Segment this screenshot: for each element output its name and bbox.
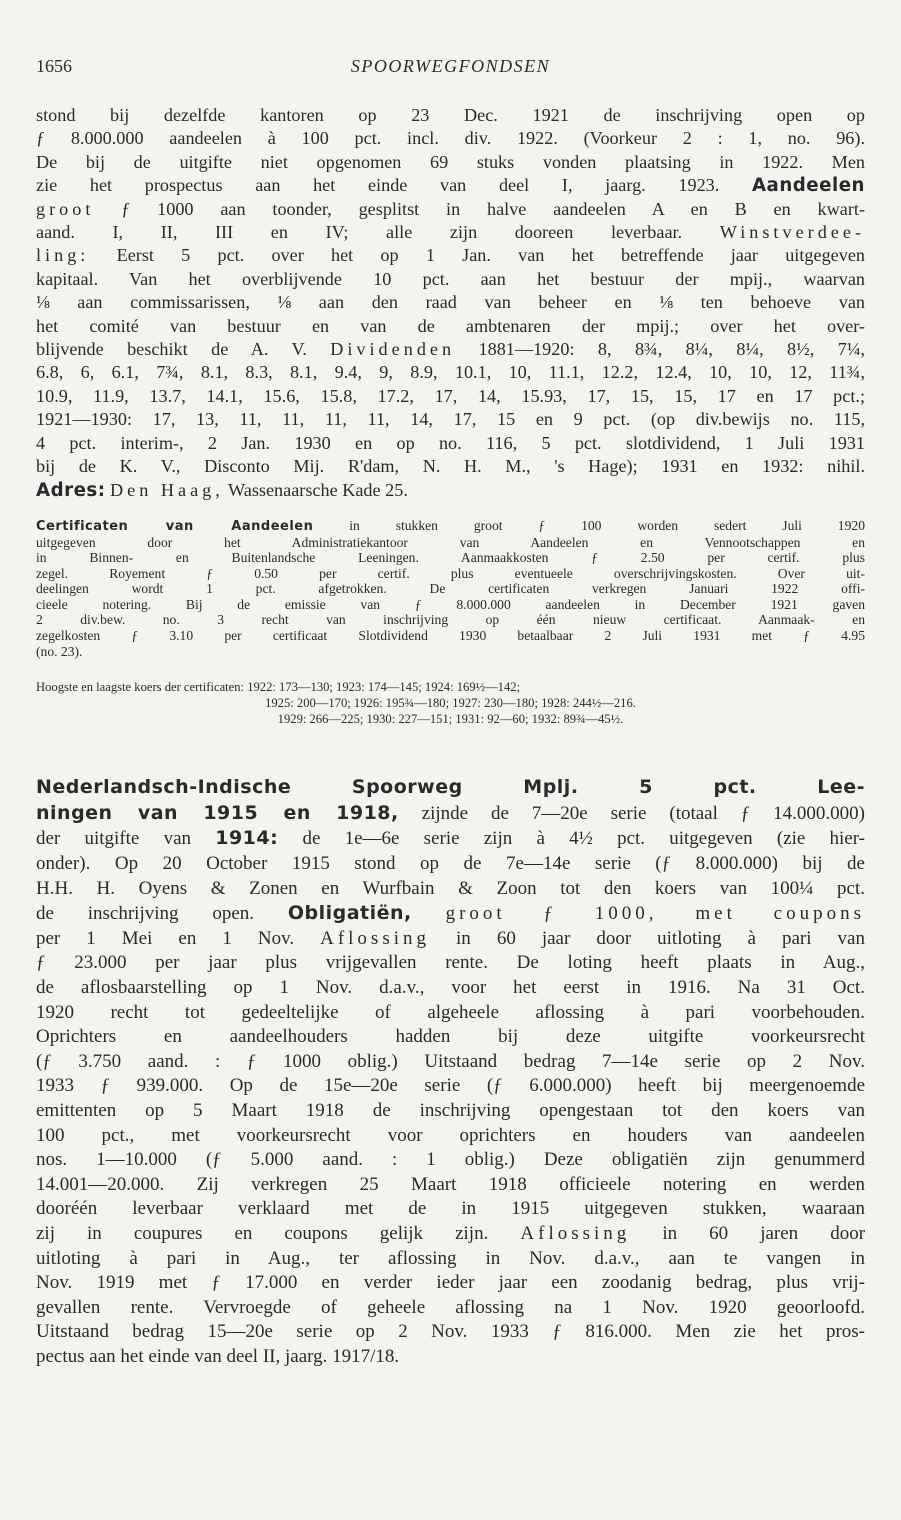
text-line: ƒ 23.000 per jaar plus vrijgevallen rente. De loting heeft plaats in Aug.,	[36, 952, 865, 974]
quote-line: Hoogste en laagste koers der certificaten: 1922: 173—130; 1923: 174—145; 1924: 169½—142;	[36, 680, 521, 695]
text-line: nos. 1—10.000 (ƒ 5.000 aand. : 1 oblig.) Deze obligatiën zijn genummerd	[36, 1149, 865, 1171]
text-line: het comité van bestuur en van de ambtenaren der mpij.; over het over-	[36, 315, 865, 336]
text-line: Nov. 1919 met ƒ 17.000 en verder ieder jaar een zoodanig bedrag, plus vrij-	[36, 1272, 865, 1294]
text-line: zegel. Royement ƒ 0.50 per certif. plus eventueele overschrijvingskosten. Over uit-	[36, 565, 865, 581]
text-line: dooréén leverbaar verklaard met de in 1915 uitgegeven stukken, waaraan	[36, 1198, 865, 1220]
text-line: 1920 recht tot gedeeltelijke of algeheele aflossing à pari voorbehouden.	[36, 1001, 865, 1023]
text-line: uitgegeven door het Administratiekantoor van Aandeelen en Vennootschappen en	[36, 534, 865, 550]
text-line	[36, 775, 865, 801]
text-line: de aflosbaarstelling op 1 Nov. d.a.v., voor het eerst in 1916. Na 31 Oct.	[36, 977, 865, 998]
text-line: De bij de uitgifte niet opgenomen 69 stuks vonden plaatsing in 1922. Men	[36, 151, 865, 172]
running-title: SPOORWEGFONDSEN	[350, 56, 551, 76]
text-line: H.H. H. Oyens & Zonen en Wurfbain & Zoon tot den koers van 100¼ pct.	[36, 877, 865, 899]
paragraph-shares	[36, 104, 865, 502]
text-line: emittenten op 5 Maart 1918 de inschrijving opengestaan tot den koers van	[36, 1099, 865, 1121]
text-line: ƒ 8.000.000 aandeelen à 100 pct. incl. div. 1922. (Voorkeur 2 : 1, no. 96).	[36, 128, 865, 149]
text-line: ling: Eerst 5 pct. over het op 1 Jan. van het betreffende jaar uitgegeven	[36, 245, 865, 266]
text-line: in Binnen- en Buitenlandsche Leeningen. Aanmaakkosten ƒ 2.50 per certif. plus	[36, 550, 865, 566]
quote-line: 1925: 200—170; 1926: 195¾—180; 1927: 230—180; 1928: 244½—216.	[265, 696, 636, 711]
text-line: 6.8, 6, 6.1, 7¾, 8.1, 8.3, 8.1, 9.4, 9, 8.9, 10.1, 10, 11.1, 12.2, 12.4, 10, 10, 12, 11¾,	[36, 362, 865, 383]
text-line: deelingen wordt 1 pct. afgetrokken. De certificaten verkregen Januari 1922 offi-	[36, 581, 865, 597]
text-line: ⅛ aan commissarissen, ⅛ aan den raad van beheer en ⅛ ten behoeve van	[36, 292, 865, 313]
page-header	[36, 56, 865, 92]
text-line: ningen van 1915 en 1918, zijnde de 7—20e serie (totaal ƒ 14.000.000)	[36, 801, 866, 824]
paragraph-certificates	[36, 518, 865, 659]
text-line: Oprichters en aandeelhouders hadden bij deze uitgifte voorkeursrecht	[36, 1026, 865, 1048]
text-line: 1921—1930: 17, 13, 11, 11, 11, 11, 14, 17, 15 en 9 pct. (op div.bewijs no. 115,	[36, 409, 865, 430]
text-line: zegelkosten ƒ 3.10 per certificaat Slotdividend 1930 betaalbaar 2 Juli 1931 met ƒ 4.95	[36, 628, 865, 644]
text-line: aand. I, II, III en IV; alle zijn dooreen leverbaar. Winstverdee-	[36, 222, 865, 243]
address-line: Adres: Den Haag, Wassenaarsche Kade 25.	[36, 479, 408, 501]
text-line: (no. 23).	[36, 643, 83, 659]
text-line: 2 div.bew. no. 3 recht van inschrijving op één nieuw certificaat. Aanmaak- en	[36, 612, 865, 628]
text-line: gevallen rente. Vervroegde of geheele aflossing na 1 Nov. 1920 geoorloofd.	[36, 1296, 865, 1318]
text-line: 4 pct. interim-, 2 Jan. 1930 en op no. 116, 5 pct. slotdividend, 1 Juli 1931	[36, 432, 865, 453]
text-line: pectus aan het einde van deel II, jaarg. 1917/18.	[36, 1345, 400, 1367]
text-line: Uitstaand bedrag 15—20e serie op 2 Nov. 1933 ƒ 816.000. Men zie het pros-	[36, 1321, 865, 1343]
text-line: de inschrijving open. Obligatiën, groot ƒ 1000, met coupons	[36, 902, 865, 925]
text-line: stond bij dezelfde kantoren op 23 Dec. 1921 de inschrijving open op	[36, 105, 865, 125]
text-line: onder). Op 20 October 1915 stond op de 7e—14e serie (ƒ 8.000.000) bij de	[36, 853, 865, 875]
quote-line: 1929: 266—225; 1930: 227—151; 1931: 92—60; 1932: 89¾—45½.	[277, 712, 624, 727]
text-line: kapitaal. Van het overblijvende 10 pct. aan het bestuur der mpij., waarvan	[36, 268, 865, 289]
paragraph-loans	[36, 775, 865, 1369]
text-line: der uitgifte van 1914: de 1e—6e serie zijn à 4½ pct. uitgegeven (zie hier-	[36, 827, 866, 850]
heading-loans: Nederlandsch-Indische Spoorweg Mplj. 5 pct. Lee-	[36, 776, 865, 799]
price-quotes	[36, 679, 865, 727]
text-line: Certificaten van Aandeelen in stukken groot ƒ 100 worden sedert Juli 1920	[36, 517, 865, 534]
heading-aandeelen: Aandeelen	[751, 175, 865, 197]
text-line: 100 pct., met voorkeursrecht voor oprichters en houders van aandeelen	[36, 1124, 865, 1146]
text-line: 10.9, 11.9, 13.7, 14.1, 15.6, 15.8, 17.2, 17, 14, 15.93, 17, 15, 15, 17 en 17 pct.;	[36, 385, 865, 406]
text-line: blijvende beschikt de A. V. Dividenden 1881—1920: 8, 8¾, 8¼, 8¼, 8½, 7¼,	[36, 339, 866, 360]
text-line: zie het prospectus aan het einde van deel I, jaarg. 1923. Aandeelen	[36, 175, 865, 197]
text-line: per 1 Mei en 1 Nov. Aflossing in 60 jaar door uitloting à pari van	[36, 927, 865, 949]
heading-obligatien: Obligatiën,	[287, 902, 412, 925]
text-line: 1933 ƒ 939.000. Op de 15e—20e serie (ƒ 6.000.000) heeft bij meergenoemde	[36, 1075, 865, 1097]
text-line: uitloting à pari in Aug., ter aflossing in Nov. d.a.v., aan te vangen in	[36, 1247, 865, 1269]
text-line: bij de K. V., Disconto Mij. R'dam, N. H. M., 's Hage); 1931 en 1932: nihil.	[36, 456, 865, 477]
page-number: 1656	[36, 56, 72, 76]
heading-certificaten: Certificaten van Aandeelen	[36, 518, 314, 534]
text-line: cieele notering. Bij de emissie van ƒ 8.000.000 aandeelen in December 1921 gaven	[36, 596, 865, 612]
text-line: 14.001—20.000. Zij verkregen 25 Maart 1918 officieele notering en werden	[36, 1173, 865, 1195]
text-line: groot ƒ 1000 aan toonder, gesplitst in halve aandeelen A en B en kwart-	[36, 198, 866, 219]
text-line: zij in coupures en coupons gelijk zijn. Aflossing in 60 jaren door	[36, 1222, 866, 1244]
text-line: (ƒ 3.750 aand. : ƒ 1000 oblig.) Uitstaand bedrag 7—14e serie op 2 Nov.	[36, 1050, 865, 1072]
